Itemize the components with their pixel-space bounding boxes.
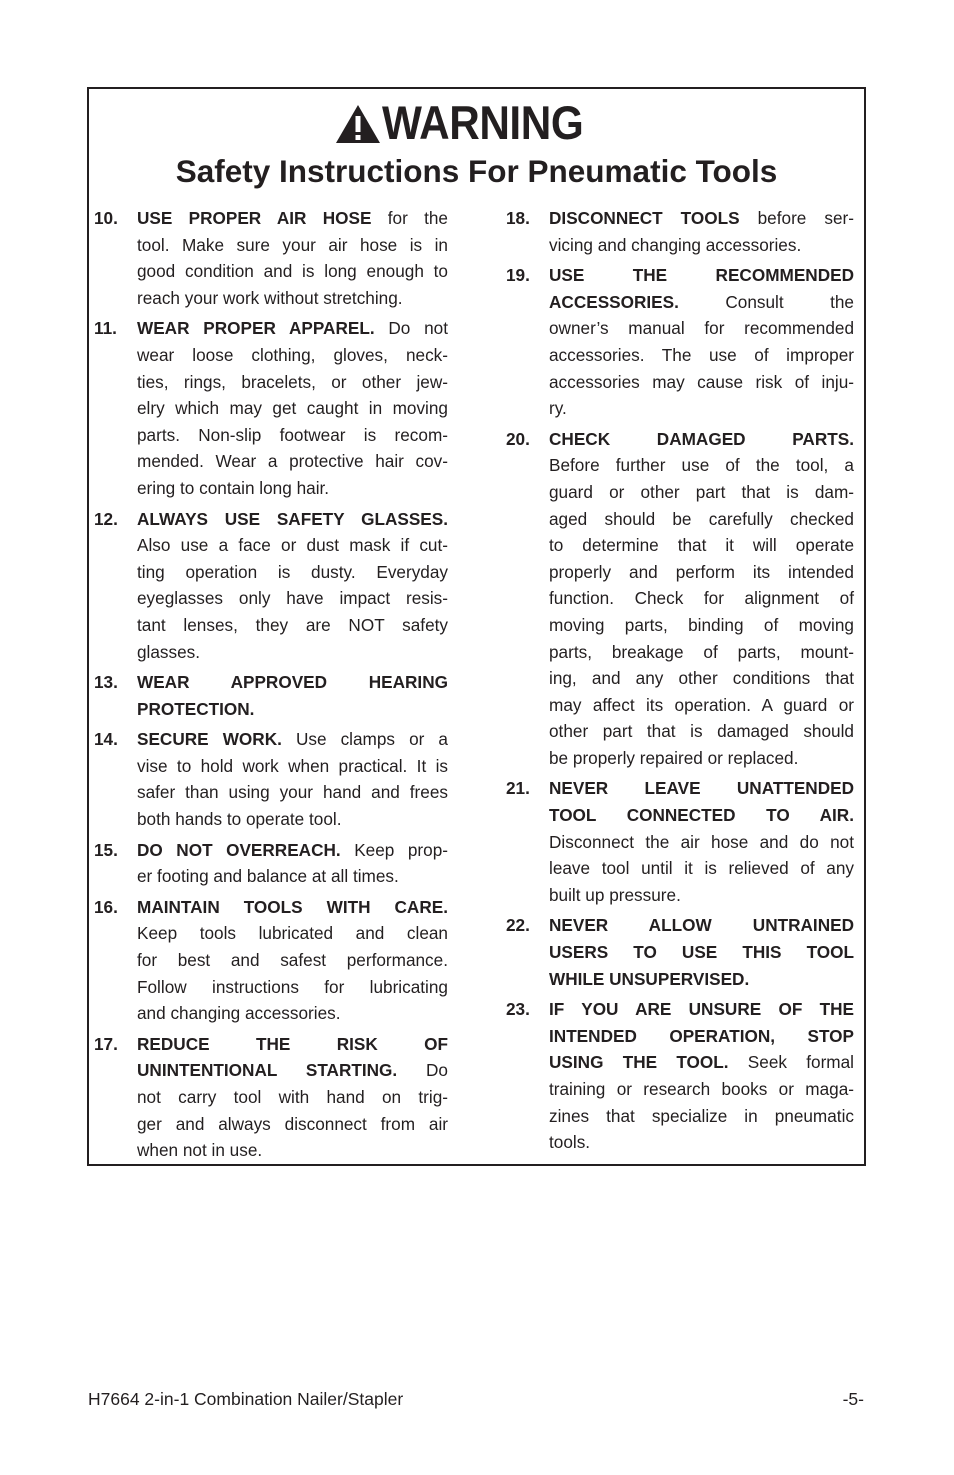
text-line xyxy=(549,342,854,369)
text-line xyxy=(549,745,854,772)
item-number: 11. xyxy=(94,318,117,339)
text-line xyxy=(137,863,448,890)
instruction-item xyxy=(94,315,448,501)
instruction-item xyxy=(506,262,854,422)
instruction-item xyxy=(94,726,448,832)
text-line xyxy=(549,692,854,719)
warning-word: WARNING xyxy=(382,96,584,149)
item-heading: PROTECTION. xyxy=(137,698,255,719)
item-number: 23. xyxy=(506,999,530,1020)
item-text xyxy=(137,837,448,890)
item-number: 13. xyxy=(94,672,118,693)
item-body-text: before ser- xyxy=(739,208,855,228)
item-body-text: leave tool until it is relieved of any xyxy=(549,858,854,879)
item-heading: UNINTENTIONAL STARTING. xyxy=(137,1060,398,1081)
page-title: Safety Instructions For Pneumatic Tools xyxy=(175,153,778,189)
text-line xyxy=(549,1129,854,1156)
text-line xyxy=(549,802,854,829)
item-number: 22. xyxy=(506,915,530,936)
item-body-text: owner’s manual for recommended xyxy=(549,318,854,339)
text-line xyxy=(137,369,448,396)
item-number: 15. xyxy=(94,839,118,860)
item-body-text: elry which may get caught in moving xyxy=(137,398,448,419)
item-body-text: ties, rings, bracelets, or other jew- xyxy=(137,371,448,392)
text-line xyxy=(549,506,854,533)
item-heading: IF YOU ARE UNSURE OF THE xyxy=(549,999,854,1020)
item-heading: WEAR APPROVED HEARING xyxy=(137,672,448,693)
text-line xyxy=(549,205,854,232)
item-heading: ALWAYS USE SAFETY GLASSES. xyxy=(137,508,448,529)
text-line xyxy=(137,1031,448,1058)
text-line xyxy=(137,205,448,232)
text-line xyxy=(549,718,854,745)
text-line xyxy=(549,559,854,586)
item-body-text: function. Check for alignment of xyxy=(549,588,854,609)
text-line xyxy=(549,829,854,856)
text-line xyxy=(549,452,854,479)
item-body-text: Keep prop- xyxy=(340,839,448,860)
item-heading: USING THE TOOL. xyxy=(549,1052,729,1073)
text-line xyxy=(137,315,448,342)
item-body-text: reach your work without stretching. xyxy=(137,287,403,308)
instruction-item xyxy=(94,669,448,722)
item-body-text: for best and safest performance. xyxy=(137,950,448,971)
item-heading: USE THE RECOMMENDED xyxy=(549,265,854,286)
item-body-text: properly and perform its intended xyxy=(549,561,854,582)
text-line xyxy=(549,1103,854,1130)
text-line xyxy=(137,612,448,639)
item-body-text: accessories may cause risk of inju- xyxy=(549,371,854,392)
text-line xyxy=(137,726,448,753)
item-number: 10. xyxy=(94,208,118,228)
text-line xyxy=(137,232,448,259)
item-text xyxy=(137,506,448,666)
text-line xyxy=(137,285,448,312)
text-line xyxy=(137,395,448,422)
item-heading: USE PROPER AIR HOSE xyxy=(137,208,372,228)
instruction-item xyxy=(506,205,854,258)
text-line xyxy=(549,996,854,1023)
item-text xyxy=(549,426,854,772)
item-heading: WEAR PROPER APPAREL. xyxy=(137,318,375,339)
item-body-text: built up pressure. xyxy=(549,884,681,905)
text-line xyxy=(549,912,854,939)
instruction-item xyxy=(506,775,854,908)
item-body-text: moving parts, binding of moving xyxy=(549,614,854,635)
item-body-text: Also use a face or dust mask if cut- xyxy=(137,535,448,556)
item-number: 21. xyxy=(506,778,530,799)
item-heading: DISCONNECT TOOLS xyxy=(549,208,740,228)
item-heading: ACCESSORIES. xyxy=(549,291,679,312)
item-heading: NEVER ALLOW UNTRAINED xyxy=(549,915,854,936)
item-body-text: and changing accessories. xyxy=(137,1003,341,1024)
text-line xyxy=(549,639,854,666)
item-body-text: Follow instructions for lubricating xyxy=(137,976,448,997)
item-body-text: tools. xyxy=(549,1132,591,1153)
item-body-text: other part that is damaged should xyxy=(549,721,854,742)
item-body-text: ing, and any other conditions that xyxy=(549,668,854,689)
item-body-text: guard or other part that is dam- xyxy=(549,481,854,502)
text-line xyxy=(137,1084,448,1111)
item-body-text: good condition and is long enough to xyxy=(137,261,448,282)
text-line xyxy=(137,894,448,921)
item-body-text: parts, breakage of parts, mount- xyxy=(549,641,854,662)
text-line xyxy=(137,475,448,502)
text-line xyxy=(137,837,448,864)
text-line xyxy=(549,426,854,453)
item-body-text: Seek formal xyxy=(728,1052,855,1073)
item-text xyxy=(137,315,448,501)
text-line xyxy=(549,966,854,993)
text-line xyxy=(137,753,448,780)
item-body-text: eyeglasses only have impact resis- xyxy=(137,588,448,609)
text-line xyxy=(137,559,448,586)
text-line xyxy=(137,1000,448,1027)
text-line xyxy=(549,262,854,289)
instruction-item xyxy=(94,506,448,666)
item-number: 12. xyxy=(94,508,118,529)
item-number: 20. xyxy=(506,428,530,449)
text-line xyxy=(549,855,854,882)
item-heading: SECURE WORK. xyxy=(137,729,282,750)
right-column xyxy=(506,205,854,1160)
item-body-text: may affect its operation. A guard or xyxy=(549,694,854,715)
text-line xyxy=(549,882,854,909)
warning-triangle-icon xyxy=(335,104,381,144)
item-body-text: zines that specialize in pneumatic xyxy=(549,1105,854,1126)
item-body-text: Consult the xyxy=(678,291,854,312)
item-heading: USERS TO USE THIS TOOL xyxy=(549,942,854,963)
item-body-text: tool. Make sure your air hose is in xyxy=(137,234,448,255)
text-line xyxy=(549,1076,854,1103)
text-line xyxy=(549,1023,854,1050)
text-line xyxy=(137,639,448,666)
left-column xyxy=(94,205,448,1168)
item-heading: TOOL CONNECTED TO AIR. xyxy=(549,805,854,826)
item-number: 18. xyxy=(506,208,530,228)
text-line xyxy=(549,775,854,802)
item-number: 17. xyxy=(94,1033,118,1054)
text-line xyxy=(137,448,448,475)
item-body-text: safer than using your hand and frees xyxy=(137,782,448,803)
item-text xyxy=(549,775,854,908)
item-body-text: Do not xyxy=(374,318,448,339)
item-body-text: Do xyxy=(397,1060,448,1081)
item-body-text: ger and always disconnect from air xyxy=(137,1113,448,1134)
text-line xyxy=(137,422,448,449)
text-line xyxy=(549,315,854,342)
item-text xyxy=(549,912,854,992)
text-line xyxy=(549,289,854,316)
item-text xyxy=(549,996,854,1156)
text-line xyxy=(137,506,448,533)
item-number: 19. xyxy=(506,265,530,286)
item-text xyxy=(137,726,448,832)
item-text xyxy=(137,669,448,722)
item-body-text: tant lenses, they are NOT safety xyxy=(137,614,448,635)
item-body-text: training or research books or maga- xyxy=(549,1079,854,1099)
item-text xyxy=(137,894,448,1027)
item-body-text: vise to hold work when practical. It is xyxy=(137,755,448,776)
item-body-text: ting operation is dusty. Everyday xyxy=(137,561,448,582)
text-line xyxy=(137,947,448,974)
text-line xyxy=(549,585,854,612)
text-line xyxy=(549,479,854,506)
text-line xyxy=(137,696,448,723)
item-body-text: Disconnect the air hose and do not xyxy=(549,831,854,852)
item-body-text: wear loose clothing, gloves, neck- xyxy=(137,344,448,365)
item-heading: NEVER LEAVE UNATTENDED xyxy=(549,778,854,799)
item-number: 14. xyxy=(94,729,118,750)
item-body-text: mended. Wear a protective hair cov- xyxy=(137,451,448,472)
item-body-text: be properly repaired or replaced. xyxy=(549,747,799,768)
item-body-text: ering to contain long hair. xyxy=(137,477,330,498)
warning-heading xyxy=(89,96,864,149)
item-body-text: not carry tool with hand on trig- xyxy=(137,1087,448,1107)
text-line xyxy=(549,232,854,259)
text-line xyxy=(137,669,448,696)
item-body-text: when not in use. xyxy=(137,1140,263,1161)
instruction-item xyxy=(506,912,854,992)
text-line xyxy=(137,1137,448,1164)
text-line xyxy=(549,612,854,639)
item-body-text: accessories. The use of improper xyxy=(549,344,854,365)
footer-page-number: -5- xyxy=(842,1389,864,1409)
item-body-text: vicing and changing accessories. xyxy=(549,234,802,255)
item-heading: WHILE UNSUPERVISED. xyxy=(549,968,750,989)
text-line xyxy=(137,1111,448,1138)
text-line xyxy=(549,665,854,692)
item-text xyxy=(137,205,448,311)
item-body-text: glasses. xyxy=(137,641,201,662)
text-line xyxy=(137,532,448,559)
text-line xyxy=(549,369,854,396)
item-text xyxy=(549,262,854,422)
instruction-item xyxy=(94,837,448,890)
item-body-text: ry. xyxy=(549,398,567,419)
item-body-text: Keep tools lubricated and clean xyxy=(137,923,448,944)
item-body-text: Before further use of the tool, a xyxy=(549,455,854,476)
item-heading: CHECK DAMAGED PARTS. xyxy=(549,428,854,449)
text-line xyxy=(137,806,448,833)
instruction-item xyxy=(94,205,448,311)
item-body-text: both hands to operate tool. xyxy=(137,809,342,830)
text-line xyxy=(137,258,448,285)
item-heading: MAINTAIN TOOLS WITH CARE. xyxy=(137,896,448,917)
text-line xyxy=(137,342,448,369)
text-line xyxy=(549,532,854,559)
item-text xyxy=(137,1031,448,1164)
text-line xyxy=(549,939,854,966)
item-heading: REDUCE THE RISK OF xyxy=(137,1033,448,1054)
item-heading: INTENDED OPERATION, STOP xyxy=(549,1025,854,1046)
item-number: 16. xyxy=(94,896,118,917)
text-line xyxy=(137,1057,448,1084)
text-line xyxy=(137,974,448,1001)
item-text xyxy=(549,205,854,258)
instruction-item xyxy=(506,996,854,1156)
item-body-text: er footing and balance at all times. xyxy=(137,866,399,887)
text-line xyxy=(137,779,448,806)
instruction-item xyxy=(506,426,854,772)
item-body-text: aged should be carefully checked xyxy=(549,508,854,529)
item-body-text: Use clamps or a xyxy=(281,729,448,750)
item-body-text: parts. Non-slip footwear is recom- xyxy=(137,424,448,445)
text-line xyxy=(137,585,448,612)
text-line xyxy=(549,1049,854,1076)
text-line xyxy=(549,395,854,422)
item-body-text: to determine that it will operate xyxy=(549,535,854,556)
instruction-item xyxy=(94,894,448,1027)
item-heading: DO NOT OVERREACH. xyxy=(137,839,341,860)
item-body-text: for the xyxy=(371,208,448,228)
instruction-item xyxy=(94,1031,448,1164)
footer-product-name: H7664 2-in-1 Combination Nailer/Stapler xyxy=(88,1389,404,1409)
text-line xyxy=(137,920,448,947)
